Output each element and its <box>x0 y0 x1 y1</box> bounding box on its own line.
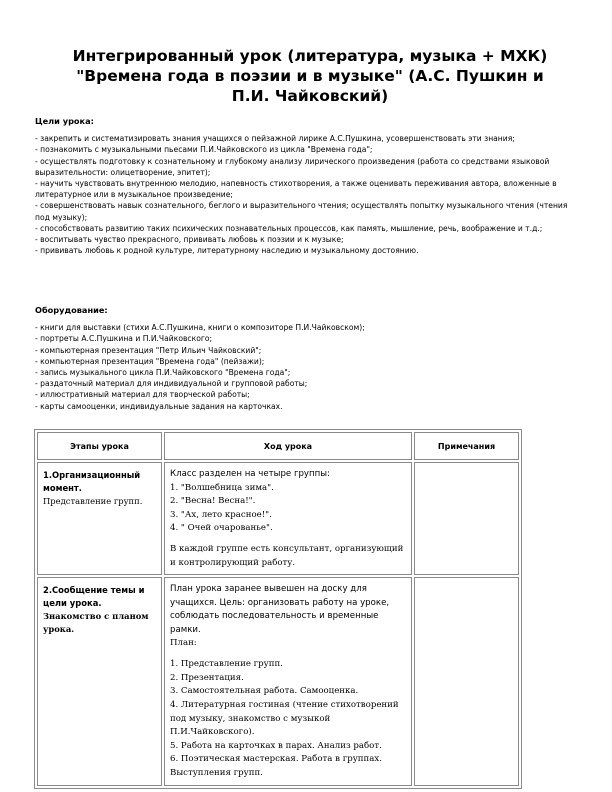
equipment-section <box>35 305 580 412</box>
plan-item: 5. Работа на карточках в парах. Анализ работ. <box>170 740 382 751</box>
plan-item: 2. Презентация. <box>170 672 244 683</box>
goals-section <box>35 116 580 256</box>
equipment-item: - компьютерная презентация "Петр Ильич Чайковский"; <box>35 345 262 355</box>
group-item: 2. "Весна! Весна!". <box>170 496 256 507</box>
equipment-heading: Оборудование: <box>35 305 108 315</box>
goal-item: - прививать любовь к родной культуре, литературному наследию и музыкальному достоянию. <box>35 246 419 256</box>
group-list <box>170 482 407 536</box>
equipment-item: - раздаточный материал для индивидуальной и групповой работы; <box>35 379 308 389</box>
header-stages: Этапы урока <box>37 432 162 460</box>
stage-subtitle: Знакомство с планом урока. <box>43 611 149 635</box>
equipment-item: - карты самооценки, индивидуальные задания на карточках. <box>35 401 283 411</box>
table-header-row <box>37 432 519 460</box>
course-intro: Класс разделен на четыре группы: <box>170 469 330 479</box>
header-notes: Примечания <box>414 432 519 460</box>
table-row <box>37 577 519 785</box>
notes-cell <box>414 577 519 785</box>
notes-cell <box>414 462 519 575</box>
course-cell <box>164 577 412 785</box>
document-title <box>40 46 580 106</box>
header-course: Ход урока <box>164 432 412 460</box>
group-item: 3. "Ах, лето красное!". <box>170 509 272 520</box>
stage-title: 2.Сообщение темы и цели урока. <box>43 585 145 609</box>
equipment-item: - портреты А.С.Пушкина и П.И.Чайковского; <box>35 334 213 344</box>
equipment-item: - компьютерная презентация "Времена года" (пейзажи); <box>35 356 265 366</box>
group-item: 1. "Волшебница зима". <box>170 482 274 493</box>
lesson-table <box>34 429 522 789</box>
course-intro: План урока заранее вывешен на доску для учащихся. Цель: организовать работу на уроке, соблюдать последовательность и временные рамки. <box>170 584 390 635</box>
goal-item: - осуществлять подготовку к сознательному и глубокому анализу лирического произведения (работа со средствами языковой выразительности: олицетворение, эпитет); <box>35 156 550 177</box>
plan-list <box>170 658 407 780</box>
goal-item: - воспитывать чувство прекрасного, прививать любовь к поэзии и к музыке; <box>35 235 344 245</box>
course-cell <box>164 462 412 575</box>
plan-item: 6. Поэтическая мастерская. Работа в группах. Выступления групп. <box>170 754 382 779</box>
course-note: В каждой группе есть консультант, организующий и контролирующий работу. <box>170 543 404 568</box>
stage-subtitle: Представление групп. <box>43 496 143 506</box>
goal-item: - закрепить и систематизировать знания учащихся о пейзажной лирике А.С.Пушкина, усовершенствовать эти знания; <box>35 134 515 144</box>
plan-item: 3. Самостоятельная работа. Самооценка. <box>170 686 359 697</box>
equipment-item: - запись музыкального цикла П.И.Чайковского "Времена года"; <box>35 368 291 378</box>
title-line-3: П.И. Чайковский) <box>231 87 389 105</box>
title-line-1: Интегрированный урок (литература, музыка + МХК) <box>72 47 548 65</box>
plan-label: План: <box>170 638 197 649</box>
equipment-item: - иллюстративный материал для творческой работы; <box>35 390 250 400</box>
goal-item: - совершенствовать навык сознательного, беглого и выразительного чтения; осуществлять попытку музыкального чтения (чтения под музыку); <box>35 201 568 222</box>
goal-item: - познакомить с музыкальными пьесами П.И.Чайковского из цикла "Времена года"; <box>35 145 373 155</box>
title-line-2: "Времена года в поэзии и в музыке" (А.С. Пушкин и <box>76 67 544 85</box>
plan-item: 4. Литературная гостиная (чтение стихотворений под музыку, знакомство с музыкой П.И.Чайковского). <box>170 700 399 738</box>
equipment-item: - книги для выставки (стихи А.С.Пушкина, книги о композиторе П.И.Чайковском); <box>35 323 365 333</box>
group-item: 4. " Очей очарованье". <box>170 523 273 534</box>
goal-item: - способствовать развитию таких психических познавательных процессов, как память, мышление, речь, воображение и т.д.; <box>35 223 543 233</box>
goals-heading: Цели урока: <box>35 116 94 126</box>
stage-title: 1.Организационный момент. <box>43 470 141 493</box>
stage-cell <box>37 577 162 785</box>
table-row <box>37 462 519 575</box>
plan-item: 1. Представление групп. <box>170 659 283 670</box>
stage-cell <box>37 462 162 575</box>
goal-item: - научить чувствовать внутреннюю мелодию, напевность стихотворения, а также оценивать переживания автора, вложенные в литературное или в музыкальное произведение; <box>35 179 557 200</box>
